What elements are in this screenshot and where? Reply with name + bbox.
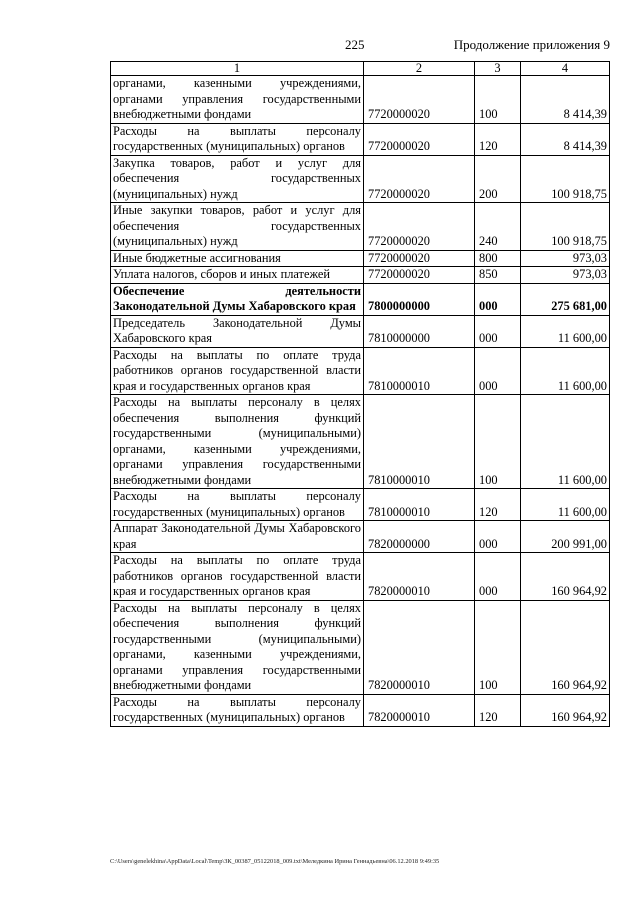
row-code: 7720000020: [364, 267, 475, 284]
column-header-3: 3: [475, 62, 521, 76]
row-description: Расходы на выплаты персоналу в целях обеспечения выполнения функций государственными (муниципальными) органами, казенными учреждениями, органами управления государственными внебюджетными фондами: [111, 395, 364, 489]
row-expense-type: 100: [475, 395, 521, 489]
row-description: Расходы на выплаты персоналу государственных (муниципальных) органов: [111, 694, 364, 726]
row-amount: 8 414,39: [521, 123, 610, 155]
table-row: [111, 155, 610, 203]
row-amount: 11 600,00: [521, 489, 610, 521]
row-amount: 160 964,92: [521, 694, 610, 726]
row-expense-type: 000: [475, 347, 521, 395]
row-expense-type: 120: [475, 123, 521, 155]
row-description: Расходы на выплаты персоналу в целях обеспечения выполнения функций государственными (муниципальными) органами, казенными учреждениями, органами управления государственными внебюджетными фондами: [111, 600, 364, 694]
row-code: 7720000020: [364, 155, 475, 203]
row-expense-type: 100: [475, 76, 521, 124]
row-description: Аппарат Законодательной Думы Хабаровского края: [111, 521, 364, 553]
row-description: Расходы на выплаты по оплате труда работников органов государственной власти края и государственных органов края: [111, 347, 364, 395]
row-amount: 200 991,00: [521, 521, 610, 553]
row-code: 7720000020: [364, 203, 475, 251]
row-code: 7820000010: [364, 553, 475, 601]
row-description: Расходы на выплаты по оплате труда работников органов государственной власти края и государственных органов края: [111, 553, 364, 601]
row-expense-type: 000: [475, 553, 521, 601]
row-code: 7810000010: [364, 489, 475, 521]
footer-file-path: C:\Users\genelekhina\AppData\Local\Temp\ЗК_00387_05122018_009.txt\Меледкина Ирина Геннадьевна\06.12.2018 9:49:35: [110, 858, 440, 865]
row-expense-type: 100: [475, 600, 521, 694]
row-description: органами, казенными учреждениями, органами управления государственными внебюджетными фондами: [111, 76, 364, 124]
row-description: Иные закупки товаров, работ и услуг для обеспечения государственных (муниципальных) нужд: [111, 203, 364, 251]
table-row: [111, 76, 610, 124]
row-amount: 11 600,00: [521, 395, 610, 489]
row-description: Закупка товаров, работ и услуг для обеспечения государственных (муниципальных) нужд: [111, 155, 364, 203]
row-code: 7820000010: [364, 694, 475, 726]
table-body: [111, 76, 610, 727]
row-expense-type: 000: [475, 283, 521, 315]
row-expense-type: 200: [475, 155, 521, 203]
row-code: 7720000020: [364, 250, 475, 267]
table-row: [111, 600, 610, 694]
row-amount: 11 600,00: [521, 315, 610, 347]
row-expense-type: 850: [475, 267, 521, 284]
row-description: Обеспечение деятельности Законодательной Думы Хабаровского края: [111, 283, 364, 315]
row-expense-type: 800: [475, 250, 521, 267]
table-row: [111, 347, 610, 395]
row-code: 7810000010: [364, 395, 475, 489]
row-expense-type: 120: [475, 489, 521, 521]
row-code: 7820000000: [364, 521, 475, 553]
column-header-1: 1: [111, 62, 364, 76]
row-amount: 973,03: [521, 267, 610, 284]
column-header-4: 4: [521, 62, 610, 76]
row-amount: 8 414,39: [521, 76, 610, 124]
row-amount: 275 681,00: [521, 283, 610, 315]
table-header-row: [111, 62, 610, 76]
row-expense-type: 000: [475, 521, 521, 553]
row-amount: 973,03: [521, 250, 610, 267]
row-description: Расходы на выплаты персоналу государственных (муниципальных) органов: [111, 489, 364, 521]
row-code: 7720000020: [364, 123, 475, 155]
row-description: Расходы на выплаты персоналу государственных (муниципальных) органов: [111, 123, 364, 155]
row-code: 7810000010: [364, 347, 475, 395]
row-code: 7810000000: [364, 315, 475, 347]
page-number: 225: [345, 37, 365, 52]
row-code: 7800000000: [364, 283, 475, 315]
table-row: [111, 315, 610, 347]
row-amount: 100 918,75: [521, 155, 610, 203]
table-row: [111, 203, 610, 251]
table-row: [111, 521, 610, 553]
row-description: Председатель Законодательной Думы Хабаровского края: [111, 315, 364, 347]
table-row: [111, 395, 610, 489]
row-expense-type: 000: [475, 315, 521, 347]
table-row: [111, 123, 610, 155]
row-amount: 100 918,75: [521, 203, 610, 251]
row-description: Иные бюджетные ассигнования: [111, 250, 364, 267]
table-row: [111, 283, 610, 315]
table-row: [111, 694, 610, 726]
table-row: [111, 267, 610, 284]
row-amount: 160 964,92: [521, 553, 610, 601]
row-code: 7820000010: [364, 600, 475, 694]
row-description: Уплата налогов, сборов и иных платежей: [111, 267, 364, 284]
row-amount: 160 964,92: [521, 600, 610, 694]
row-code: 7720000020: [364, 76, 475, 124]
column-header-2: 2: [364, 62, 475, 76]
row-expense-type: 240: [475, 203, 521, 251]
table-row: [111, 553, 610, 601]
appendix-continuation-label: Продолжение приложения 9: [453, 37, 610, 52]
row-expense-type: 120: [475, 694, 521, 726]
table-row: [111, 250, 610, 267]
row-amount: 11 600,00: [521, 347, 610, 395]
table-row: [111, 489, 610, 521]
budget-table: [110, 61, 610, 727]
